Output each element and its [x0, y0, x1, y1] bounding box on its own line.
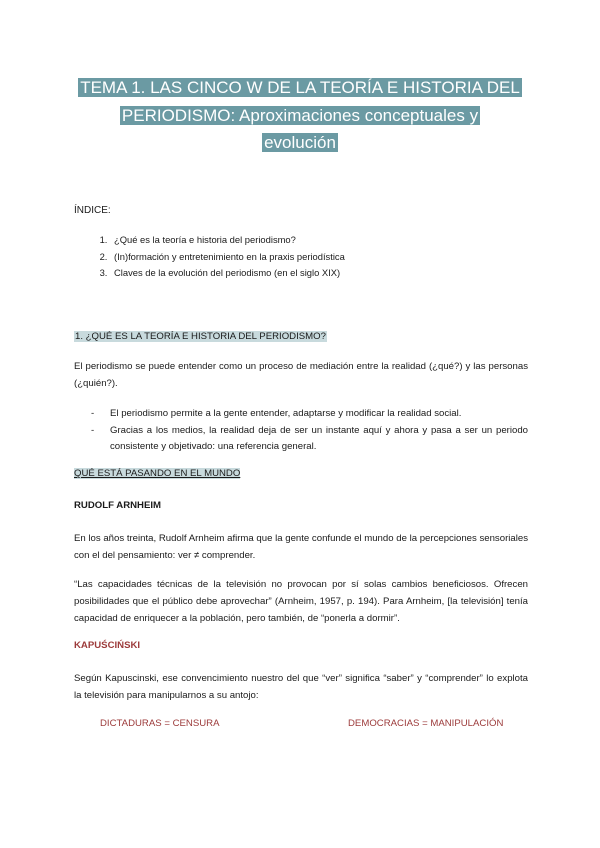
index-heading: ÍNDICE:	[74, 205, 111, 216]
kapuscinski-heading: KAPUŚCIŃSKI	[74, 640, 141, 651]
dictatorship-equation: DICTADURAS = CENSURA	[100, 718, 220, 729]
index-item: 3. Claves de la evolución del periodismo (en el siglo XIX)	[110, 265, 550, 282]
title-line-2: PERIODISMO: Aproximaciones conceptuales y	[121, 105, 479, 125]
page-title	[70, 74, 530, 157]
index-list	[74, 232, 550, 282]
world-subheading: QUÉ ESTÁ PASANDO EN EL MUNDO	[74, 468, 241, 479]
title-line-1: TEMA 1. LAS CINCO W DE LA TEORÍA E HISTORIA DEL	[80, 78, 520, 97]
kapuscinski-paragraph: Según Kapuscinski, ese convencimiento nuestro del que “ver” significa “saber” y “comprender” lo explota la televisión para manipularnos a su antojo:	[74, 673, 528, 701]
arnheim-paragraph-1: En los años treinta, Rudolf Arnheim afirma que la gente confunde el mundo de la percepciones sensoriales con el del pensamiento: ver ≠ comprender.	[74, 533, 528, 561]
section-1-heading: 1. ¿QUÉ ES LA TEORÍA E HISTORIA DEL PERIODISMO?	[75, 331, 326, 342]
section-1-bullets	[74, 406, 528, 455]
bullet-item: - El periodismo permite a la gente entender, adaptarse y modificar la realidad social.	[91, 408, 462, 419]
section-1-intro: El periodismo se puede entender como un proceso de mediación entre la realidad (¿qué?) y las personas (¿quién?).	[74, 361, 528, 389]
arnheim-paragraph-2: “Las capacidades técnicas de la televisión no provocan por sí solas cambios beneficiosos. Ofrecen posibilidades que el público debe aprovechar” (Arnheim, 1957, p. 194). Para Arnheim, [la televisión] tenía capacidad de enriquecer a la población, pero también, de “ponerla a dormir”.	[74, 579, 528, 624]
bullet-item: - Gracias a los medios, la realidad deja de ser un instante aquí y ahora y pasa a ser un periodo consistente y objetivado: una referencia general.	[91, 425, 528, 452]
title-line-3: evolución	[264, 133, 336, 152]
arnheim-heading: RUDOLF ARNHEIM	[74, 500, 162, 511]
index-item: 1. ¿Qué es la teoría e historia del periodismo?	[110, 232, 550, 249]
index-item: 2. (In)formación y entretenimiento en la praxis periodística	[110, 249, 550, 266]
democracy-equation: DEMOCRACIAS = MANIPULACIÓN	[348, 718, 504, 729]
